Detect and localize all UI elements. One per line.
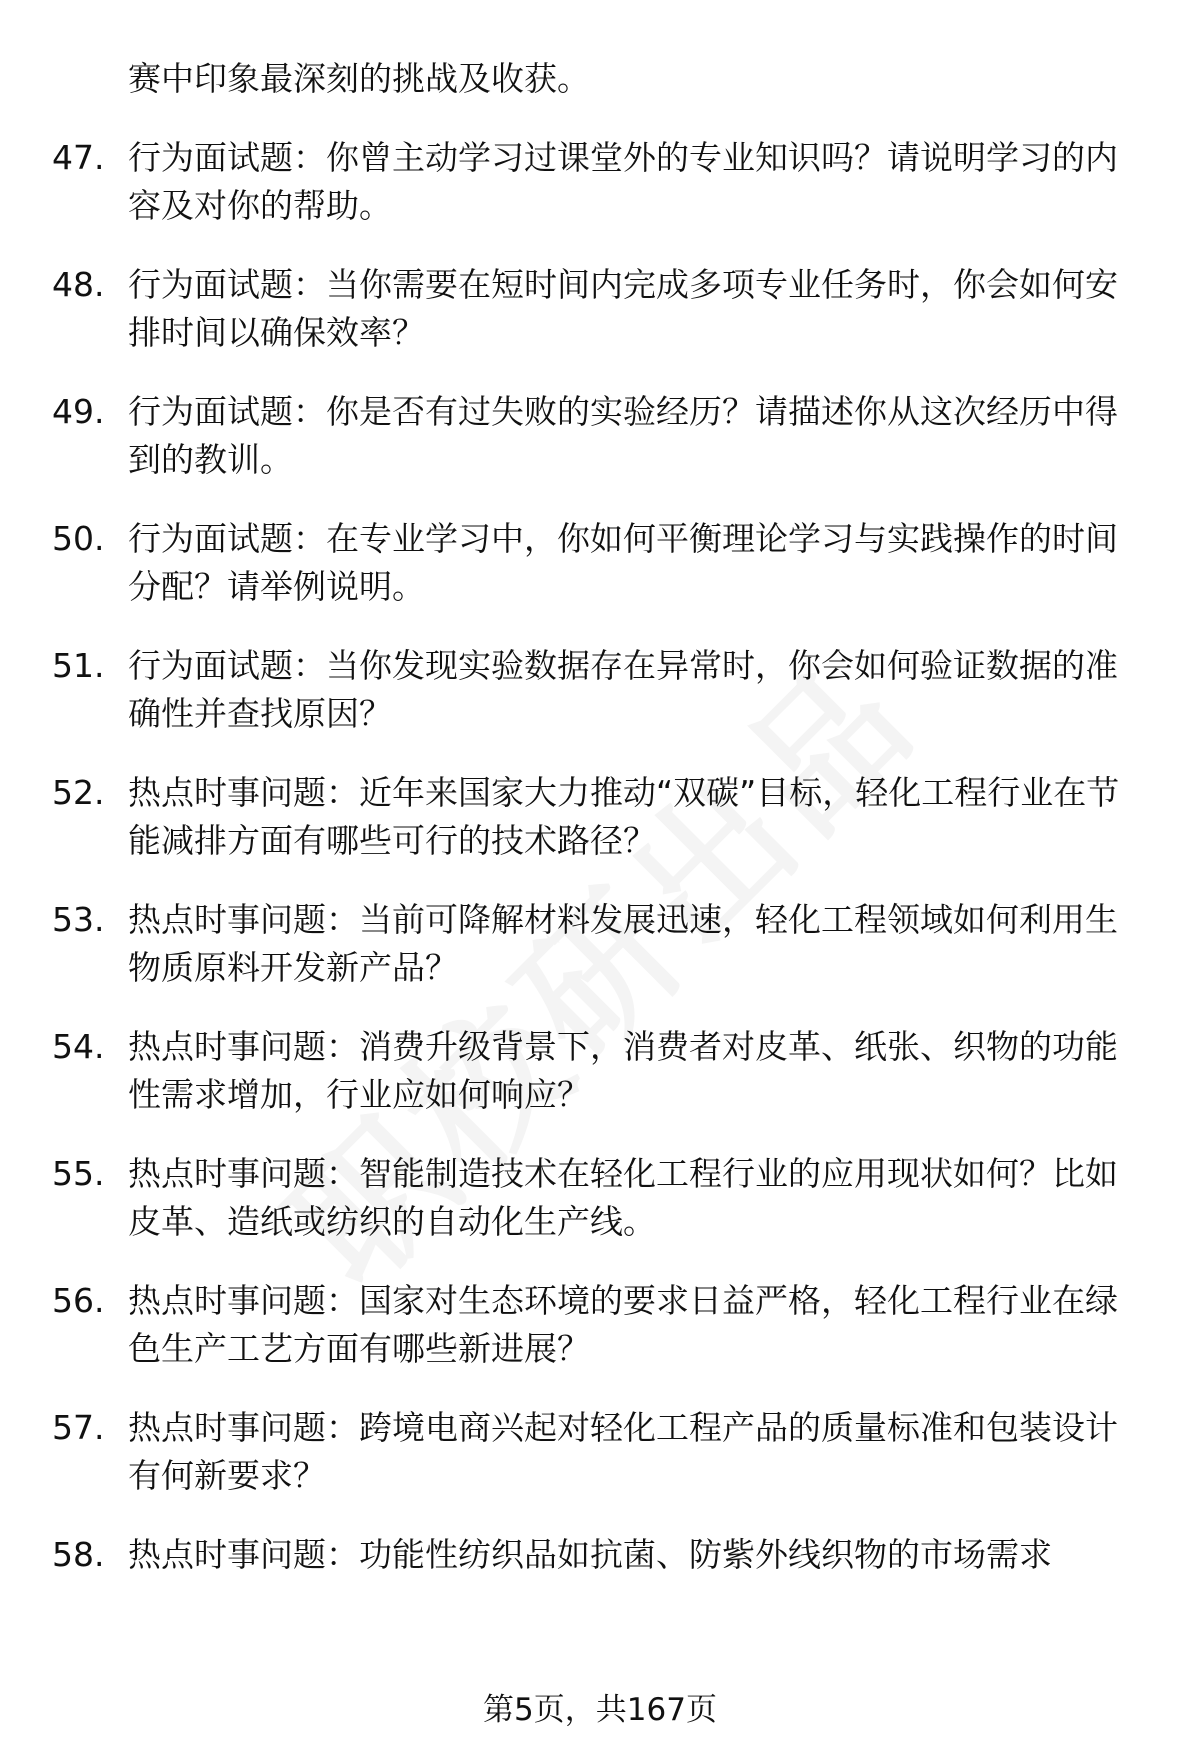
list-item-text: 热点时事问题：跨境电商兴起对轻化工程产品的质量标准和包装设计有何新要求？ bbox=[128, 1408, 1118, 1495]
list-item-53 bbox=[0, 896, 1200, 992]
list-item-56 bbox=[0, 1277, 1200, 1373]
list-item-text: 行为面试题：当你发现实验数据存在异常时，你会如何验证数据的准确性并查找原因？ bbox=[128, 646, 1118, 733]
list-item-number: 54. bbox=[52, 1027, 105, 1066]
list-item-number: 52. bbox=[52, 773, 105, 812]
list-item-text: 行为面试题：在专业学习中，你如何平衡理论学习与实践操作的时间分配？请举例说明。 bbox=[128, 519, 1118, 606]
list-item-54 bbox=[0, 1023, 1200, 1119]
list-item-text: 热点时事问题：消费升级背景下，消费者对皮革、纸张、织物的功能性需求增加，行业应如何响应？ bbox=[128, 1027, 1118, 1114]
list-item-number: 53. bbox=[52, 900, 105, 939]
list-item-text: 行为面试题：你是否有过失败的实验经历？请描述你从这次经历中得到的教训。 bbox=[128, 392, 1118, 479]
list-item-number: 51. bbox=[52, 646, 105, 685]
question-list bbox=[0, 55, 1200, 1610]
list-item-number: 57. bbox=[52, 1408, 105, 1447]
list-item-49 bbox=[0, 388, 1200, 484]
list-item-text: 热点时事问题：当前可降解材料发展迅速，轻化工程领域如何利用生物质原料开发新产品？ bbox=[128, 900, 1118, 987]
list-item-number: 55. bbox=[52, 1154, 105, 1193]
list-item-58 bbox=[0, 1531, 1200, 1579]
list-item-number: 58. bbox=[52, 1535, 105, 1574]
list-item-48 bbox=[0, 261, 1200, 357]
list-item-50 bbox=[0, 515, 1200, 611]
list-item-continuation bbox=[0, 55, 1200, 103]
list-item-52 bbox=[0, 769, 1200, 865]
list-item-number: 56. bbox=[52, 1281, 105, 1320]
list-item-text: 热点时事问题：智能制造技术在轻化工程行业的应用现状如何？比如皮革、造纸或纺织的自动化生产线。 bbox=[128, 1154, 1118, 1241]
list-item-text: 热点时事问题：功能性纺织品如抗菌、防紫外线织物的市场需求 bbox=[128, 1535, 1052, 1574]
list-item-number: 49. bbox=[52, 392, 105, 431]
list-item-text: 行为面试题：你曾主动学习过课堂外的专业知识吗？请说明学习的内容及对你的帮助。 bbox=[128, 138, 1118, 225]
list-item-51 bbox=[0, 642, 1200, 738]
list-item-number: 47. bbox=[52, 138, 105, 177]
list-item-number: 50. bbox=[52, 519, 105, 558]
page-indicator: 第5页，共167页 bbox=[483, 1692, 717, 1728]
list-item-55 bbox=[0, 1150, 1200, 1246]
list-item-text: 热点时事问题：近年来国家大力推动“双碳”目标，轻化工程行业在节能减排方面有哪些可行的技术路径？ bbox=[128, 773, 1120, 860]
list-item-57 bbox=[0, 1404, 1200, 1500]
list-item-text: 行为面试题：当你需要在短时间内完成多项专业任务时，你会如何安排时间以确保效率？ bbox=[128, 265, 1118, 352]
list-item-47 bbox=[0, 134, 1200, 230]
list-item-number: 48. bbox=[52, 265, 105, 304]
list-item-text: 赛中印象最深刻的挑战及收获。 bbox=[128, 59, 590, 98]
list-item-text: 热点时事问题：国家对生态环境的要求日益严格，轻化工程行业在绿色生产工艺方面有哪些新进展？ bbox=[128, 1281, 1118, 1368]
